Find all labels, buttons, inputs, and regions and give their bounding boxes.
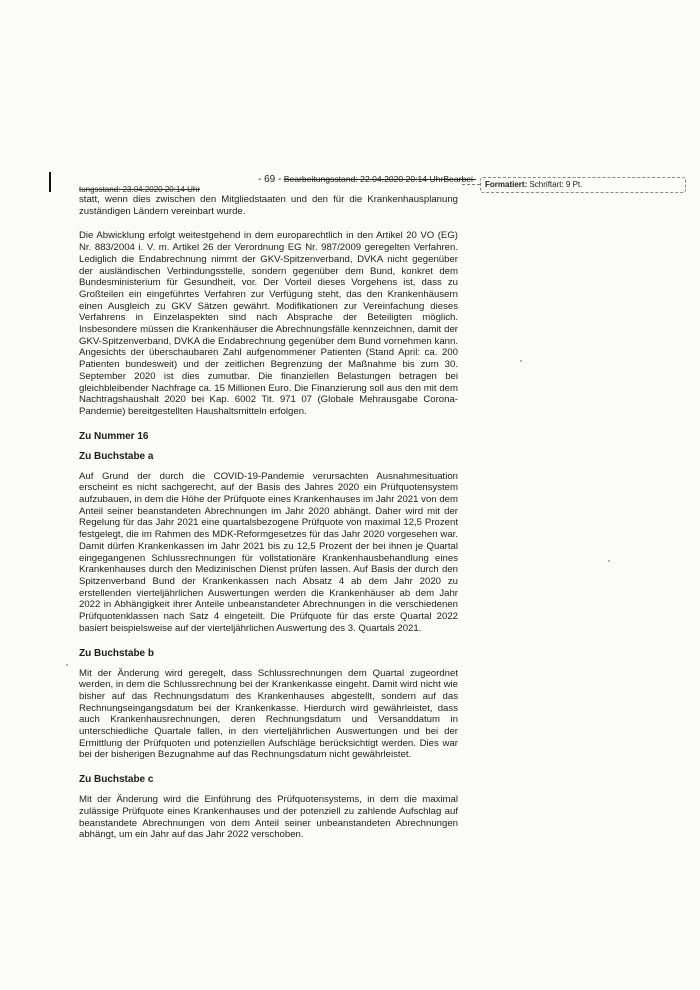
heading-buchstabe-b: Zu Buchstabe b bbox=[79, 647, 155, 659]
heading-nummer-16: Zu Nummer 16 bbox=[79, 430, 149, 442]
struck-status-tail: tungsstand: 23.04.2020 20:14 Uhr bbox=[79, 185, 200, 194]
paragraph-intro: statt, wenn dies zwischen den Mitgliedstaaten und den für die Krankenhausplanung zuständigen Ländern vereinbart wurde. bbox=[79, 194, 458, 217]
format-value: Schriftart: 9 Pt. bbox=[529, 180, 583, 189]
change-bar bbox=[49, 172, 51, 192]
scan-speck bbox=[520, 360, 522, 362]
scan-speck bbox=[608, 560, 610, 562]
heading-buchstabe-c: Zu Buchstabe c bbox=[79, 774, 154, 786]
scan-speck bbox=[66, 664, 68, 666]
page-header bbox=[258, 174, 476, 185]
document-body bbox=[79, 194, 458, 854]
format-annotation[interactable] bbox=[480, 177, 686, 193]
struck-status: Bearbeitungsstand: 22.04.2020 20:14 UhrBearbei- bbox=[283, 174, 476, 184]
format-label: Formatiert: bbox=[485, 180, 528, 189]
paragraph-buchstabe-b: Mit der Änderung wird geregelt, dass Schlussrechnungen dem Quartal zugeordnet werden, in dem die Schlussrechnung bei der Krankenkasse eingeht. Damit wird nicht wie bisher auf das Rechnungsdatum des Krankenhauses abgestellt, sondern auf das Rechnungseingangsdatum bei der Krankenkasse. Hierdurch wird gewährleistet, dass auch Krankenhausrechnungen, deren Rechnungsdatum und Versanddatum in unterschiedliche Quartale fallen, in den vierteljährlichen Auswertungen und bei der Ermittlung der Prüfquoten und potenziellen Aufschläge berücksichtigt werden. Dies war bei der bisherigen Bezugnahme auf das Rechnungsdatum nicht gewährleistet. bbox=[79, 667, 458, 761]
paragraph-abwicklung: Die Abwicklung erfolgt weitestgehend in dem europarechtlich in den Artikel 20 VO (EG) Nr. 883/2004 i. V. m. Artikel 26 der Verordnung EG Nr. 987/2009 geregelten Verfahren. Lediglich die Endabrechnung nimmt der GKV-Spitzenverband, DVKA nicht gegenüber der ausländischen Verbindungsstelle, sondern gegenüber dem Bund, konkret dem Bundesministerium für Gesundheit, vor. Der Vorteil dieses Vorgehens ist, dass zu Großteilen ein eingeführtes Verfahren zur Verfügung steht, das den Krankenhäusern einen Ausgleich zu GKV Sätzen gewährt. Modifikationen zur Vereinfachung dieses Verfahrens in Einzelaspekten sind nach Absprache der Beteiligten möglich. Insbesondere müssen die Krankenhäuser die Abrechnungsfälle kennzeichnen, damit der GKV-Spitzenverband, DVKA die Endabrechnung gegenüber dem Bund vornehmen kann. Angesichts der überschaubaren Zahl aufgenommener Patienten (Stand April: ca. 200 Patienten bundesweit) und der zeitlichen Begrenzung der Maßnahme bis zum 30. September 2020 ist dies zumutbar. Die finanziellen Belastungen betragen bei gleichbleibender Nachfrage ca. 15 Millionen Euro. Die Finanzierung soll aus den mit dem Nachtragshaushalt 2020 bei Kap. 6002 Tit. 971 07 (Globale Mehrausgabe Corona-Pandemie) bereitgestellten Haushaltsmitteln erfolgen. bbox=[79, 230, 458, 417]
heading-buchstabe-a: Zu Buchstabe a bbox=[79, 450, 154, 462]
page-number: - 69 - bbox=[258, 174, 282, 185]
paragraph-buchstabe-c: Mit der Änderung wird die Einführung des Prüfquotensystems, in dem die maximal zulässige Prüfquote eines Krankenhauses und der potenziell zu zahlende Aufschlag auf beanstandete Abrechnungen von dem Anteil seiner unbeanstandeten Abrechnungen abhängt, um ein Jahr auf das Jahr 2022 verschoben. bbox=[79, 794, 458, 841]
comment-connector bbox=[462, 184, 480, 185]
paragraph-buchstabe-a: Auf Grund der durch die COVID-19-Pandemie verursachten Ausnahmesituation erscheint es nicht sachgerecht, auf der Basis des Jahres 2020 ein Prüfquotensystem aufzubauen, in dem die Höhe der Prüfquote eines Krankenhauses im Jahr 2021 von dem Anteil seiner beanstandeten Abrechnungen im Jahr 2020 abhängt. Daher wird mit der Regelung für das Jahr 2021 eine quartalsbezogene Prüfquote von maximal 12,5 Prozent festgelegt, die im Rahmen des MDK-Reformgesetzes für das Jahr 2020 vorgesehen war. Damit dürfen Krankenkassen im Jahr 2021 bis zu 12,5 Prozent der bei ihnen je Quartal eingegangenen Schlussrechnungen für vollstationäre Krankenhausbehandlung eines Krankenhauses durch den Medizinischen Dienst prüfen lassen. Auf Basis der durch den Spitzenverband Bund der Krankenkassen nach Absatz 4 ab dem Jahr 2020 zu erstellenden vierteljährlichen Auswertungen werden die Krankenhäuser ab dem Jahr 2022 in Abhängigkeit ihrer Anteile unbeanstandeter Abrechnungen in die verschiedenen Prüfquotenklassen nach Satz 4 eingeteilt. Die Prüfquote für das erste Quartal 2022 basiert beispielsweise auf der vierteljährlichen Auswertung des 3. Quartals 2021. bbox=[79, 470, 458, 634]
